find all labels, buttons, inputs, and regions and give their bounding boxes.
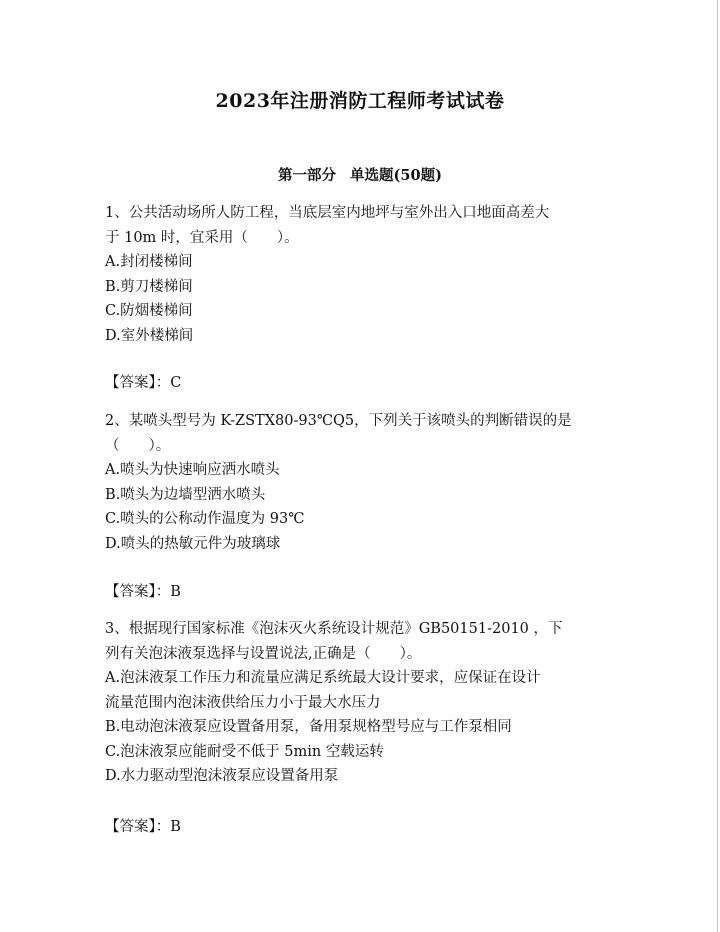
answer-2: 【答案】：B	[105, 584, 181, 600]
option-a: A.封闭楼梯间	[105, 254, 193, 270]
option-d: D.水力驱动型泡沫液泵应设置备用泵	[105, 768, 339, 784]
option-c: C.泡沫液泵应能耐受不低于 5min 空载运转	[105, 743, 384, 760]
question-stem-line: （ ）。	[105, 437, 171, 454]
option-c: C.防烟楼梯间	[105, 303, 193, 319]
option-a: A.泡沫液泵工作压力和流量应满足系统最大设计要求，应保证在设计	[105, 670, 541, 686]
option-b: B.剪刀楼梯间	[105, 278, 193, 295]
question-stem-line: 列有关泡沫液泵选择与设置说法,正确是（ ）。	[105, 645, 422, 662]
section-heading	[0, 164, 720, 185]
option-a: A.喷头为快速响应洒水喷头	[105, 462, 280, 478]
answer-1: 【答案】：C	[105, 375, 182, 391]
question-stem-line: 于 10m 时，宜采用（ ）。	[105, 229, 299, 246]
section-part: 第一部分	[278, 167, 337, 184]
option-a-continued: 流量范围内泡沫液供给压力小于最大水压力	[105, 694, 381, 711]
question-stem-line: 3、根据现行国家标准《泡沫灭火系统设计规范》GB50151-2010 ，下	[105, 621, 563, 637]
question-1	[105, 201, 615, 348]
question-2	[105, 409, 615, 556]
option-b: B.电动泡沫液泵应设置备用泵，备用泵规格型号应与工作泵相同	[105, 719, 512, 735]
section-name: 单选题(50题)	[350, 167, 442, 184]
page-edge-line	[717, 0, 718, 932]
option-d: D.室外楼梯间	[105, 327, 194, 344]
question-stem-line: 1、公共活动场所人防工程，当底层室内地坪与室外出入口地面高差大	[105, 205, 550, 221]
option-d: D.喷头的热敏元件为玻璃球	[105, 535, 281, 552]
answer-3: 【答案】：B	[105, 819, 181, 835]
question-stem-line: 2、某喷头型号为 K-ZSTX80-93℃Q5，下列关于该喷头的判断错误的是	[105, 413, 572, 429]
exam-title: 2023年注册消防工程师考试试卷	[215, 90, 505, 112]
option-c: C.喷头的公称动作温度为 93℃	[105, 511, 305, 527]
option-b: B.喷头为边墙型洒水喷头	[105, 486, 266, 503]
question-3	[105, 617, 615, 789]
